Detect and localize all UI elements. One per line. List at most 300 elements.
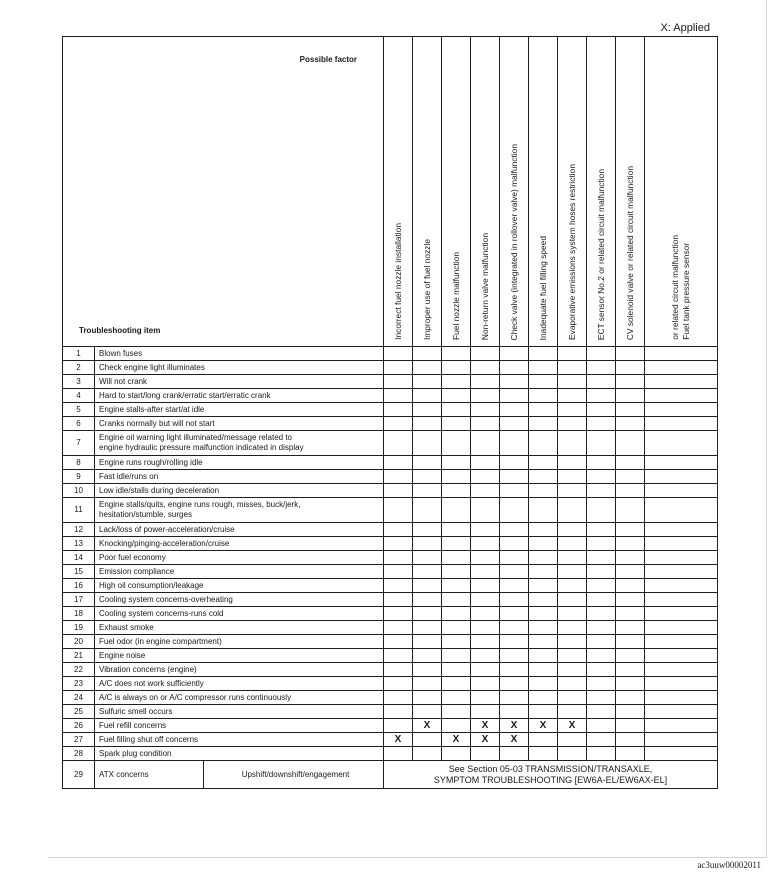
mark-cell (471, 375, 500, 389)
mark-cell (442, 375, 471, 389)
mark-cell (413, 635, 442, 649)
mark-cell (413, 347, 442, 361)
mark-cell (500, 565, 529, 579)
mark-cell (529, 593, 558, 607)
mark-cell (384, 403, 413, 417)
mark-cell (645, 484, 718, 498)
mark-cell (384, 431, 413, 456)
row-item: Exhaust smoke (95, 621, 384, 635)
mark-cell (529, 456, 558, 470)
legend: X: Applied (660, 22, 710, 34)
mark-cell (442, 347, 471, 361)
mark-cell (500, 593, 529, 607)
mark-cell (616, 361, 645, 375)
mark-cell: X (384, 733, 413, 747)
mark-cell (529, 579, 558, 593)
mark-cell (645, 747, 718, 761)
mark-cell (442, 456, 471, 470)
mark-cell (529, 498, 558, 523)
mark-cell (645, 389, 718, 403)
row-number: 17 (63, 593, 95, 607)
mark-cell (413, 484, 442, 498)
mark-cell (558, 565, 587, 579)
row-number: 29 (63, 761, 95, 789)
table-row (63, 498, 718, 523)
mark-cell (558, 621, 587, 635)
factor-label: Non-return valve malfunction (480, 232, 491, 340)
mark-cell (587, 537, 616, 551)
table-row (63, 607, 718, 621)
mark-cell (442, 649, 471, 663)
mark-cell (471, 403, 500, 417)
mark-cell (616, 403, 645, 417)
mark-cell (616, 691, 645, 705)
mark-cell (529, 747, 558, 761)
row-item: Hard to start/long crank/erratic start/erratic crank (95, 389, 384, 403)
mark-cell (587, 691, 616, 705)
row-item: Engine noise (95, 649, 384, 663)
mark-cell (529, 565, 558, 579)
table-row (63, 456, 718, 470)
table-row (63, 719, 718, 733)
mark-cell (384, 579, 413, 593)
row-item: Low idle/stalls during deceleration (95, 484, 384, 498)
mark-cell (500, 579, 529, 593)
mark-cell (558, 635, 587, 649)
mark-cell (500, 705, 529, 719)
table-row (63, 663, 718, 677)
mark-cell (413, 663, 442, 677)
mark-cell (384, 417, 413, 431)
row-number: 25 (63, 705, 95, 719)
mark-cell (442, 747, 471, 761)
mark-cell (500, 498, 529, 523)
mark-cell (442, 691, 471, 705)
mark-cell (558, 361, 587, 375)
factor-header (529, 37, 558, 347)
mark-cell (529, 607, 558, 621)
mark-cell (500, 375, 529, 389)
mark-cell (471, 470, 500, 484)
mark-cell: X (500, 719, 529, 733)
mark-cell (471, 607, 500, 621)
factor-label: ECT sensor No.2 or related circuit malfunction (596, 168, 607, 340)
mark-cell (645, 621, 718, 635)
factor-header (558, 37, 587, 347)
mark-cell: X (529, 719, 558, 733)
table-row (63, 484, 718, 498)
mark-cell (384, 389, 413, 403)
mark-cell (384, 456, 413, 470)
mark-cell (645, 417, 718, 431)
mark-cell (384, 691, 413, 705)
mark-cell (442, 484, 471, 498)
mark-cell (471, 677, 500, 691)
mark-cell (616, 607, 645, 621)
table-row (63, 375, 718, 389)
mark-cell (413, 551, 442, 565)
mark-cell (529, 691, 558, 705)
mark-cell (587, 375, 616, 389)
mark-cell (413, 431, 442, 456)
mark-cell (616, 593, 645, 607)
mark-cell (500, 456, 529, 470)
mark-cell (587, 361, 616, 375)
mark-cell (558, 649, 587, 663)
mark-cell (413, 523, 442, 537)
mark-cell (529, 484, 558, 498)
mark-cell (529, 705, 558, 719)
mark-cell (500, 389, 529, 403)
mark-cell (616, 523, 645, 537)
factor-header (587, 37, 616, 347)
mark-cell (645, 677, 718, 691)
factor-label: Improper use of fuel nozzle (422, 238, 433, 340)
mark-cell (616, 484, 645, 498)
mark-cell (558, 733, 587, 747)
mark-cell (442, 551, 471, 565)
row-number: 8 (63, 456, 95, 470)
factor-header (442, 37, 471, 347)
mark-cell (471, 663, 500, 677)
row-number: 3 (63, 375, 95, 389)
header-corner (63, 37, 384, 347)
mark-cell (471, 747, 500, 761)
figure-code: ac3uuw00002011 (697, 860, 761, 870)
mark-cell (442, 635, 471, 649)
mark-cell (616, 347, 645, 361)
mark-cell (384, 347, 413, 361)
mark-cell (471, 456, 500, 470)
row-item: ATX concerns (95, 761, 204, 789)
factor-label: or related circuit malfunction (670, 235, 681, 340)
mark-cell (471, 431, 500, 456)
mark-cell (442, 579, 471, 593)
table-row (63, 551, 718, 565)
mark-cell (471, 551, 500, 565)
mark-cell (413, 649, 442, 663)
mark-cell (558, 375, 587, 389)
mark-cell (558, 456, 587, 470)
mark-cell (587, 403, 616, 417)
mark-cell (587, 705, 616, 719)
table-row (63, 733, 718, 747)
mark-cell (384, 523, 413, 537)
factor-label: Fuel nozzle malfunction (451, 252, 462, 340)
mark-cell (558, 551, 587, 565)
mark-cell (384, 663, 413, 677)
mark-cell (587, 551, 616, 565)
row-number: 28 (63, 747, 95, 761)
row-number: 9 (63, 470, 95, 484)
mark-cell (645, 347, 718, 361)
mark-cell (616, 719, 645, 733)
factor-header (645, 37, 718, 347)
row-item: Check engine light illuminates (95, 361, 384, 375)
mark-cell (558, 747, 587, 761)
mark-cell (500, 621, 529, 635)
mark-cell (413, 705, 442, 719)
mark-cell (587, 593, 616, 607)
mark-cell (413, 470, 442, 484)
mark-cell (442, 498, 471, 523)
mark-cell (471, 593, 500, 607)
mark-cell (471, 498, 500, 523)
row-item: Knocking/pinging-acceleration/cruise (95, 537, 384, 551)
mark-cell (442, 403, 471, 417)
mark-cell (500, 403, 529, 417)
row-item: Vibration concerns (engine) (95, 663, 384, 677)
mark-cell (384, 747, 413, 761)
mark-cell (384, 484, 413, 498)
mark-cell (384, 593, 413, 607)
row-item: Cranks normally but will not start (95, 417, 384, 431)
row-item: Fuel refill concerns (95, 719, 384, 733)
row-item: Will not crank (95, 375, 384, 389)
mark-cell (500, 484, 529, 498)
mark-cell (587, 677, 616, 691)
row-number: 5 (63, 403, 95, 417)
table-row (63, 523, 718, 537)
row-number: 4 (63, 389, 95, 403)
mark-cell (500, 523, 529, 537)
mark-cell (616, 733, 645, 747)
mark-cell (616, 747, 645, 761)
mark-cell (558, 663, 587, 677)
mark-cell (558, 523, 587, 537)
row-number: 14 (63, 551, 95, 565)
mark-cell (587, 389, 616, 403)
mark-cell: X (413, 719, 442, 733)
mark-cell (500, 361, 529, 375)
mark-cell (587, 635, 616, 649)
table-row (63, 579, 718, 593)
mark-cell (442, 663, 471, 677)
row-number: 26 (63, 719, 95, 733)
mark-cell (384, 565, 413, 579)
row-number: 1 (63, 347, 95, 361)
mark-cell (442, 431, 471, 456)
row-item: A/C is always on or A/C compressor runs continuously (95, 691, 384, 705)
mark-cell (471, 537, 500, 551)
mark-cell (587, 431, 616, 456)
mark-cell (616, 498, 645, 523)
mark-cell (413, 403, 442, 417)
mark-cell (558, 705, 587, 719)
mark-cell (587, 470, 616, 484)
troubleshooting-table (62, 36, 718, 789)
row-item: Engine runs rough/rolling idle (95, 456, 384, 470)
mark-cell (558, 607, 587, 621)
mark-cell (413, 456, 442, 470)
mark-cell (529, 389, 558, 403)
mark-cell (558, 389, 587, 403)
factor-header (471, 37, 500, 347)
mark-cell (558, 677, 587, 691)
mark-cell (500, 747, 529, 761)
mark-cell (413, 375, 442, 389)
mark-cell (384, 361, 413, 375)
mark-cell (587, 347, 616, 361)
mark-cell (442, 593, 471, 607)
mark-cell (616, 375, 645, 389)
row-number: 19 (63, 621, 95, 635)
row-number: 15 (63, 565, 95, 579)
mark-cell (587, 456, 616, 470)
row-number: 7 (63, 431, 95, 456)
row-item: Poor fuel economy (95, 551, 384, 565)
table-row (63, 705, 718, 719)
mark-cell (500, 537, 529, 551)
mark-cell (645, 498, 718, 523)
mark-cell (616, 565, 645, 579)
mark-cell (413, 417, 442, 431)
mark-cell (442, 417, 471, 431)
factor-label: Check valve (integrated in rollover valve) malfunction (509, 143, 520, 340)
mark-cell (529, 403, 558, 417)
row-item: Blown fuses (95, 347, 384, 361)
mark-cell (645, 663, 718, 677)
mark-cell (645, 733, 718, 747)
mark-cell (645, 635, 718, 649)
mark-cell (413, 498, 442, 523)
mark-cell (471, 361, 500, 375)
table-row (63, 537, 718, 551)
table-row-atx (63, 761, 718, 789)
mark-cell (529, 663, 558, 677)
mark-cell (529, 361, 558, 375)
mark-cell (384, 607, 413, 621)
mark-cell (558, 431, 587, 456)
mark-cell (442, 705, 471, 719)
mark-cell (529, 649, 558, 663)
mark-cell (471, 621, 500, 635)
mark-cell (384, 649, 413, 663)
mark-cell (558, 417, 587, 431)
note-line: SYMPTOM TROUBLESHOOTING [EW6A-EL/EW6AX-EL] (433, 774, 668, 785)
mark-cell (645, 607, 718, 621)
row-item: A/C does not work sufficiently (95, 677, 384, 691)
mark-cell: X (442, 733, 471, 747)
mark-cell (616, 470, 645, 484)
mark-cell (587, 607, 616, 621)
factor-header (616, 37, 645, 347)
mark-cell (587, 649, 616, 663)
row-number: 2 (63, 361, 95, 375)
table-row (63, 361, 718, 375)
mark-cell (413, 691, 442, 705)
mark-cell (616, 537, 645, 551)
mark-cell (442, 607, 471, 621)
mark-cell (558, 579, 587, 593)
mark-cell (645, 431, 718, 456)
possible-factor-label: Possible factor (299, 55, 358, 64)
mark-cell (616, 551, 645, 565)
troubleshooting-item-label: Troubleshooting item (79, 326, 161, 335)
mark-cell (587, 417, 616, 431)
mark-cell (616, 389, 645, 403)
mark-cell (558, 470, 587, 484)
table-row (63, 635, 718, 649)
table-row (63, 470, 718, 484)
mark-cell (645, 565, 718, 579)
table-row (63, 417, 718, 431)
mark-cell (529, 347, 558, 361)
table-row (63, 431, 718, 456)
mark-cell (384, 677, 413, 691)
mark-cell (529, 621, 558, 635)
mark-cell (500, 607, 529, 621)
mark-cell (500, 347, 529, 361)
mark-cell (645, 470, 718, 484)
mark-cell: X (471, 719, 500, 733)
mark-cell (442, 523, 471, 537)
mark-cell (587, 484, 616, 498)
factor-label: CV solenoid valve or related circuit malfunction (625, 165, 636, 340)
mark-cell (645, 523, 718, 537)
mark-cell (645, 361, 718, 375)
mark-cell (500, 649, 529, 663)
row-item: High oil consumption/leakage (95, 579, 384, 593)
mark-cell (529, 635, 558, 649)
row-number: 27 (63, 733, 95, 747)
row-number: 18 (63, 607, 95, 621)
row-number: 13 (63, 537, 95, 551)
table-row (63, 389, 718, 403)
row-number: 11 (63, 498, 95, 523)
mark-cell (616, 417, 645, 431)
mark-cell (587, 565, 616, 579)
mark-cell (529, 677, 558, 691)
row-number: 21 (63, 649, 95, 663)
mark-cell (384, 719, 413, 733)
table-row (63, 565, 718, 579)
mark-cell (384, 635, 413, 649)
mark-cell (645, 719, 718, 733)
mark-cell (471, 565, 500, 579)
factor-label: Incorrect fuel nozzle installation (393, 223, 404, 340)
table-row (63, 593, 718, 607)
mark-cell (413, 537, 442, 551)
mark-cell (616, 663, 645, 677)
row-number: 6 (63, 417, 95, 431)
mark-cell (384, 498, 413, 523)
factor-label: Fuel tank pressure sensor (681, 243, 692, 340)
mark-cell (645, 375, 718, 389)
mark-cell (587, 523, 616, 537)
mark-cell (471, 705, 500, 719)
mark-cell (442, 677, 471, 691)
row-number: 23 (63, 677, 95, 691)
row-subitem: Upshift/downshift/engagement (204, 761, 384, 789)
mark-cell (413, 733, 442, 747)
row-item: Engine stalls/quits, engine runs rough, misses, buck/jerk, hesitation/stumble, surges (95, 498, 384, 523)
mark-cell (413, 389, 442, 403)
note-line: See Section 05-03 TRANSMISSION/TRANSAXLE, (448, 763, 653, 774)
mark-cell (587, 747, 616, 761)
mark-cell (587, 579, 616, 593)
mark-cell (471, 649, 500, 663)
mark-cell (616, 621, 645, 635)
mark-cell (587, 719, 616, 733)
mark-cell (471, 691, 500, 705)
mark-cell (471, 484, 500, 498)
mark-cell (616, 705, 645, 719)
header-row (63, 37, 718, 347)
mark-cell (645, 403, 718, 417)
mark-cell: X (471, 733, 500, 747)
row-item: Sulfuric smell occurs (95, 705, 384, 719)
